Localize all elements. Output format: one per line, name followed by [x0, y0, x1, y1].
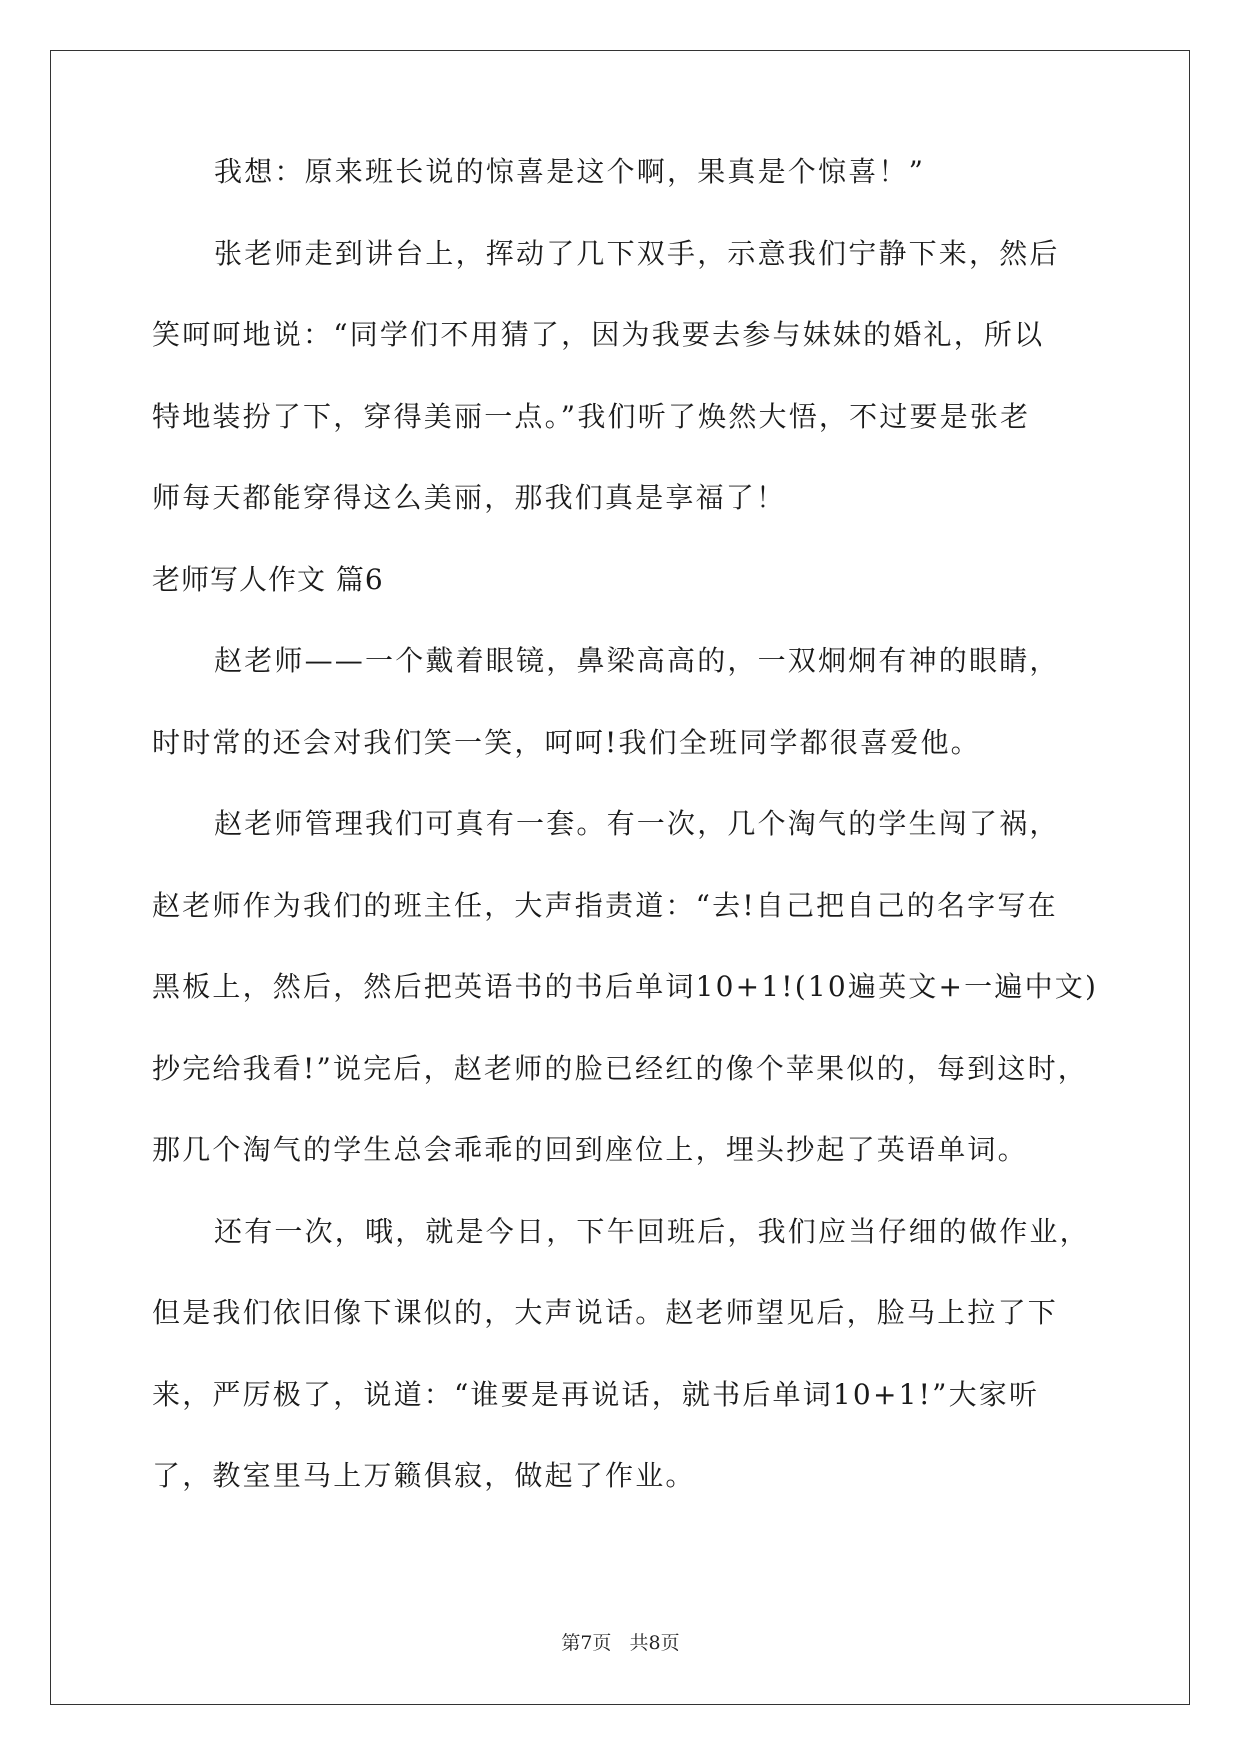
text-line: 赵老师——一个戴着眼镜，鼻梁高高的，一双炯炯有神的眼睛， — [214, 644, 1060, 677]
text-line: 笑呵呵地说：“同学们不用猜了，因为我要去参与妹妹的婚礼，所以 — [152, 318, 1045, 351]
text-line: 了，教室里马上万籁俱寂，做起了作业。 — [152, 1459, 696, 1492]
text-line: 但是我们依旧像下课似的，大声说话。赵老师望见后，脸马上拉了下 — [152, 1296, 1059, 1329]
text-line: 那几个淘气的学生总会乖乖的回到座位上，埋头抄起了英语单词。 — [152, 1133, 1028, 1166]
page-number-footer: 第7页 共8页 — [561, 1632, 680, 1654]
text-line: 特地装扮了下，穿得美丽一点。”我们听了焕然大悟，不过要是张老 — [152, 399, 1031, 433]
document-body — [152, 152, 1099, 1538]
text-line: 赵老师作为我们的班主任，大声指责道：“去!自己把自己的名字写在 — [152, 888, 1058, 922]
text-line: 还有一次，哦，就是今日，下午回班后，我们应当仔细的做作业， — [214, 1214, 1090, 1248]
text-line: 黑板上，然后，然后把英语书的书后单词10+1!(10遍英文+一遍中文) — [152, 970, 1099, 1003]
text-line: 师每天都能穿得这么美丽，那我们真是享福了！ — [152, 481, 787, 514]
text-line: 抄完给我看!”说完后，赵老师的脸已经红的像个苹果似的，每到这时， — [152, 1051, 1088, 1085]
section-heading: 老师写人作文 篇6 — [152, 562, 384, 596]
text-line: 张老师走到讲台上，挥动了几下双手，示意我们宁静下来，然后 — [214, 236, 1060, 270]
text-line: 我想：原来班长说的惊喜是这个啊，果真是个惊喜！” — [214, 155, 926, 188]
text-line: 赵老师管理我们可真有一套。有一次，几个淘气的学生闯了祸， — [214, 807, 1060, 840]
text-line: 来，严厉极了，说道：“谁要是再说话，就书后单词10+1!”大家听 — [152, 1377, 1040, 1411]
text-line: 时时常的还会对我们笑一笑，呵呵!我们全班同学都很喜爱他。 — [152, 725, 981, 759]
